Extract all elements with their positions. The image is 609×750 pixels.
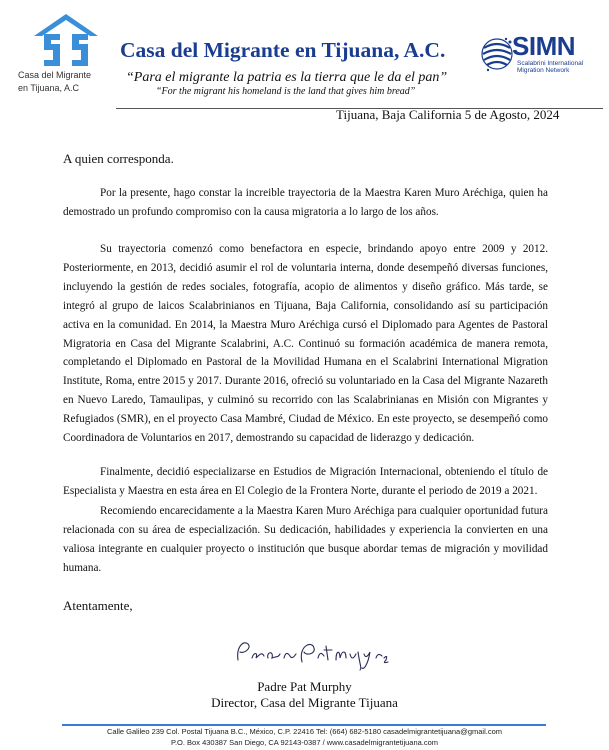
letter-date: Tijuana, Baja California 5 de Agosto, 2024 [336, 107, 560, 122]
simn-line1: Scalabrini International [517, 60, 584, 67]
footer-divider [62, 724, 546, 726]
motto-english: “For the migrant his homeland is the land that gives him bread” [156, 86, 416, 97]
casa-migrante-logo [18, 10, 116, 94]
globe-swirl-icon [480, 34, 514, 78]
paragraph-3 [63, 463, 548, 501]
paragraph-2-text: Su trayectoria comenzó como benefactora en especie, brindando apoyo entre 2009 y 2012. Posteriormente, en 2013, decidió asumir el rol de voluntaria interna, donde desempeñó diversas funciones, incluyendo la gestión de redes sociales, fotografía, acopio de alimentos y diseño gráfico. Más tarde, se integró al grupo de laicos Scalabrinianos en Tijuana, Baja California, consolidando así su participación activa en la comunidad. En 2014, la Maestra Muro Aréchiga cursó el Diplomado para Agentes de Pastoral Migratoria en Casa del Migrante Scalabrini, A.C. Continuó su formación académica de manera remota, completando el Diplomado en Pastoral de la Movilidad Humana en el Scalabrini International Migration Institute, Roma, entre 2015 y 2017. Durante 2016, ofreció su voluntariado en la Casa del Migrante Nazareth en Nuevo Laredo, Tamaulipas, y culminó su recorrido con las Scalabrinianas en Misión con Migrantes y Refugiados (SMR), en el proyecto Casa Mambré, Ciudad de México. En este proyecto, se desempeñó como Coordinadora de Voluntarios en 2017, demostrando su capacidad de liderazgo y dedicación. [63, 243, 548, 445]
paragraph-2 [63, 240, 548, 448]
handwritten-signature-icon [232, 632, 392, 672]
simn-line2: Migration Network [517, 67, 570, 74]
organization-title: Casa del Migrante en Tijuana, A.C. [120, 38, 446, 62]
paragraph-3-text: Finalmente, decidió especializarse en Estudios de Migración Internacional, obteniendo el título de Especialista y Maestra en esta área en El Colegio de la Frontera Norte, durante el periodo de 2019 a 2021. [63, 466, 548, 497]
signer-title: Director, Casa del Migrante Tijuana [211, 695, 398, 710]
signature [232, 632, 392, 677]
paragraph-4 [63, 502, 548, 578]
simn-logo [480, 31, 600, 84]
paragraph-1-text: Por la presente, hago constar la increible trayectoria de la Maestra Karen Muro Aréchiga, quien ha demostrado un profundo compromiso con la causa migratoria a lo largo de los años. [63, 187, 548, 218]
footer-address: Calle Galileo 239 Col. Postal Tijuana B.C., México, C.P. 22416 Tel: (664) 682-5180 casadelmigrantetijuana@gmail.com [106, 727, 503, 736]
logo-caption-line1: Casa del Migrante [18, 70, 92, 80]
house-logo-icon [30, 10, 102, 68]
signer-name: Padre Pat Murphy [257, 679, 352, 694]
logo-caption-line2: en Tijuana, A.C [18, 83, 80, 93]
footer-po-box: P.O. Box 430387 San Diego, CA 92143-0387 / www.casadelmigrantetijuana.com [170, 738, 439, 747]
paragraph-4-text: Recomiendo encarecidamente a la Maestra Karen Muro Aréchiga para cualquier oportunidad futura relacionada con su área de especialización. Su dedicación, habilidades y experiencia la convierten en una valiosa integrante en cualquier proyecto o institución que busque abordar temas de migración y movilidad humana. [63, 505, 548, 574]
motto-spanish: “Para el migrante la patria es la tierra que le da el pan” [126, 70, 448, 85]
closing: Atentamente, [63, 598, 133, 613]
simn-acronym: SIMN [512, 31, 575, 61]
paragraph-1 [63, 184, 548, 222]
salutation: A quien corresponda. [63, 151, 174, 166]
